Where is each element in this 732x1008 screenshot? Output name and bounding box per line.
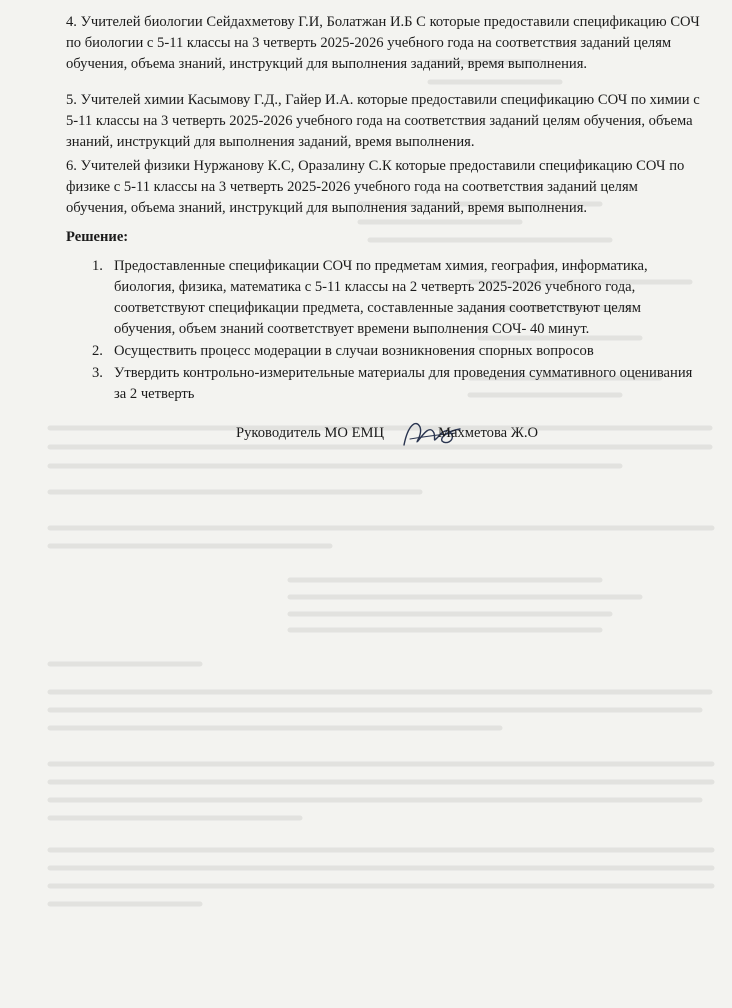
paragraph-physics-teachers: 6. Учителей физики Нуржанову К.С, Оразалину С.К которые предоставили спецификацию СОЧ по физике с 5-11 классы на 3 четверть 2025-2026 учебного года на соответствия заданий целям обучения, объема знаний, инструкций для выполнения заданий, время выполнения. [66, 158, 685, 216]
decision-item-text: Осуществить процесс модерации в случаи возникновения спорных вопросов [114, 343, 594, 359]
decision-item [92, 363, 704, 405]
paragraph-chemistry-teachers: 5. Учителей химии Касымову Г.Д., Гайер И.А. которые предоставили спецификацию СОЧ по химии с 5-11 классы на 3 четверть 2025-2026 учебного года на соответствия заданий целям обучения, объема знаний, инструкций для выполнения заданий, время выполнения. [66, 92, 700, 150]
signatory-name: Махметова Ж.О [438, 425, 539, 441]
decision-item-number: 2. [92, 343, 103, 359]
paragraph-biology-teachers: 4. Учителей биологии Сейдахметову Г.И, Болатжан И.Б С которые предоставили спецификацию СОЧ по биологии с 5-11 классы на 3 четверть 2025-2026 учебного года на соответствия заданий целям обучения, объема знаний, инструкций для выполнения заданий, время выполнения. [66, 14, 700, 72]
decision-item-text: Предоставленные спецификации СОЧ по предметам химия, география, информатика, биология, физика, математика с 5-11 классы на 2 четверть 2025-2026 учебного года, соответствуют спецификации предмета, составленные задания соответствуют целям обучения, объем знаний соответствует времени выполнения СОЧ- 40 минут. [114, 258, 648, 337]
decision-item-number: 3. [92, 365, 103, 381]
decision-item [92, 256, 704, 340]
decision-item-text: Утвердить контрольно-измерительные материалы для проведения суммативного оценивания за 2 четверть [114, 365, 693, 402]
decision-list [92, 256, 704, 406]
signatory-role: Руководитель МО ЕМЦ [236, 425, 384, 441]
decision-heading: Решение: [66, 229, 129, 245]
decision-item [92, 341, 704, 362]
signature-block [236, 415, 656, 455]
decision-item-number: 1. [92, 258, 103, 274]
